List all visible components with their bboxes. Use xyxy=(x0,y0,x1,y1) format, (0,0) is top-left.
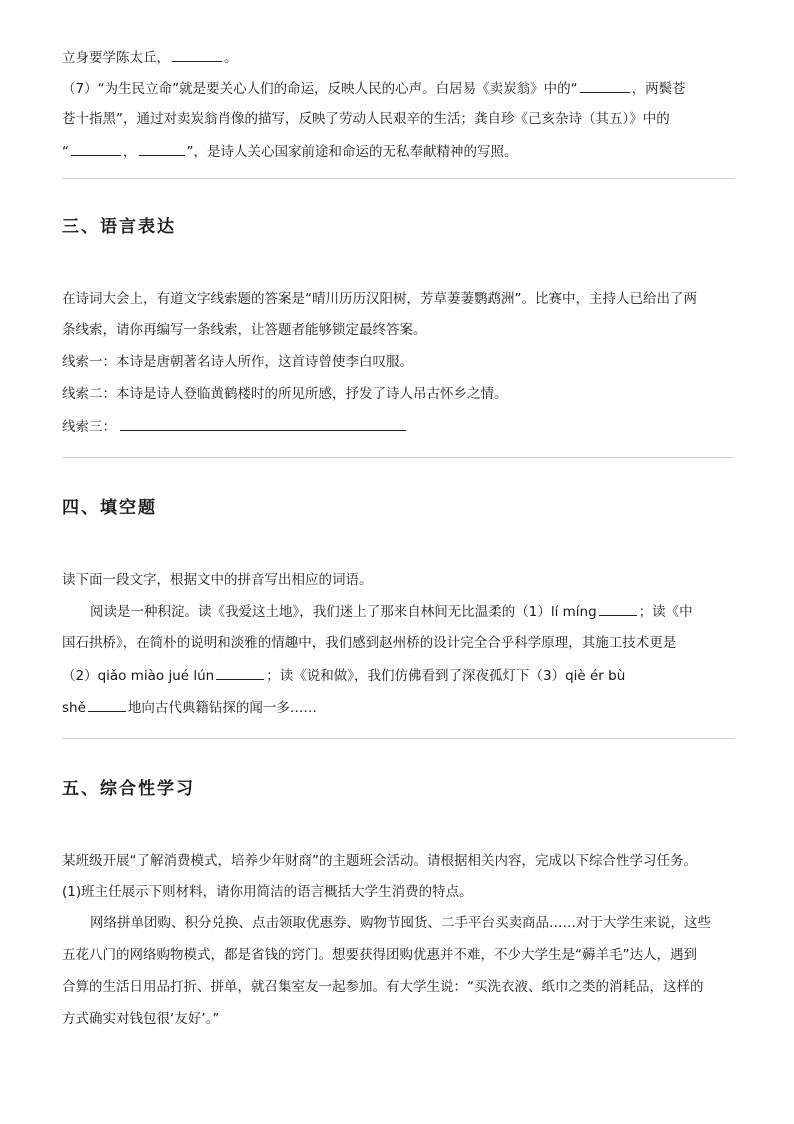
section-divider xyxy=(62,738,734,739)
poem-line-1: 立身要学陈太丘， 。 xyxy=(62,47,734,68)
answer-blank-2[interactable] xyxy=(216,665,264,680)
section-5-intro: 某班级开展“了解消费模式，培养少年财商”的主题班会活动。请根据相关内容，完成以下综合性学习任务。 xyxy=(62,853,697,869)
section-4-intro: 读下面一段文字，根据文中的拼音写出相应的词语。 xyxy=(62,572,373,588)
material-line-3: 合算的生活日用品打折、拼单，就召集室友一起参加。有大学生说：“买洗衣液、纸巾之类的消耗品，这样的 xyxy=(62,979,704,995)
answer-blank-1[interactable] xyxy=(599,601,637,616)
answer-blank-3[interactable] xyxy=(88,697,126,712)
section-4-heading: 四、填空题 xyxy=(62,498,157,518)
answer-blank[interactable] xyxy=(71,141,121,156)
clue-1: 线索一：本诗是唐朝著名诗人所作，这首诗曾使李白叹服。 xyxy=(62,354,413,370)
section-4-passage-line-3: （2）qiǎo miào jué lún ；读《说和做》，我们仿佛看到了深夜孤灯下（3）qiè ér bù xyxy=(62,665,734,686)
section-4-passage-line-2: 国石拱桥》，在简朴的说明和淡雅的情趣中，我们感到赵州桥的设计完全合乎科学原理，其施工技术更是 xyxy=(62,635,677,651)
section-divider xyxy=(62,457,734,458)
material-line-1: 网络拼单团购、积分兑换、点击领取优惠券、购物节囤货、二手平台买卖商品……对于大学生来说，这些 xyxy=(90,915,711,931)
section-4-passage-line-4: shě 地向古代典籍钻探的闻一多…… xyxy=(62,697,734,718)
question-7-line-1: （7）“为生民立命”就是要关心人们的命运，反映人民的心声。白居易《卖炭翁》中的“ ，两鬓苍 xyxy=(62,78,734,99)
clue-2: 线索二：本诗是诗人登临黄鹤楼时的所见所感，抒发了诗人吊古怀乡之情。 xyxy=(62,386,508,402)
material-line-4: 方式确实对钱包很‘友好’。” xyxy=(62,1011,220,1027)
section-divider xyxy=(62,178,734,179)
answer-blank[interactable] xyxy=(580,78,630,93)
answer-blank[interactable] xyxy=(172,47,222,62)
section-3-heading: 三、语言表达 xyxy=(62,217,176,237)
material-line-2: 五花八门的网络购物模式，都是省钱的窍门。想要获得团购优惠并不难，不少大学生是“薅羊毛”达人，遇到 xyxy=(62,947,697,963)
question-7-line-3: “ ， ”，是诗人关心国家前途和命运的无私奉献精神的写照。 xyxy=(62,141,734,162)
question-7-line-2: 苍十指黑”，通过对卖炭翁肖像的描写，反映了劳动人民艰辛的生活；龚自珍《己亥杂诗（其五）》中的 xyxy=(62,111,670,127)
section-5-question-1: (1)班主任展示下则材料，请你用简洁的语言概括大学生消费的特点。 xyxy=(62,884,473,900)
section-4-passage-line-1: 阅读是一种积淀。读《我爱这土地》，我们迷上了那来自林间无比温柔的（1）lí míng ；读《中 xyxy=(62,601,734,622)
clue-3: 线索三： xyxy=(62,416,734,437)
clue-3-answer-line[interactable] xyxy=(120,416,406,431)
answer-blank[interactable] xyxy=(139,141,185,156)
section-5-heading: 五、综合性学习 xyxy=(62,779,195,799)
section-3-paragraph-line-1: 在诗词大会上，有道文字线索题的答案是“晴川历历汉阳树，芳草萋萋鹦鹉洲”。比赛中，主持人已给出了两 xyxy=(62,291,697,307)
section-3-paragraph-line-2: 条线索，请你再编写一条线索，让答题者能够锁定最终答案。 xyxy=(62,322,427,338)
